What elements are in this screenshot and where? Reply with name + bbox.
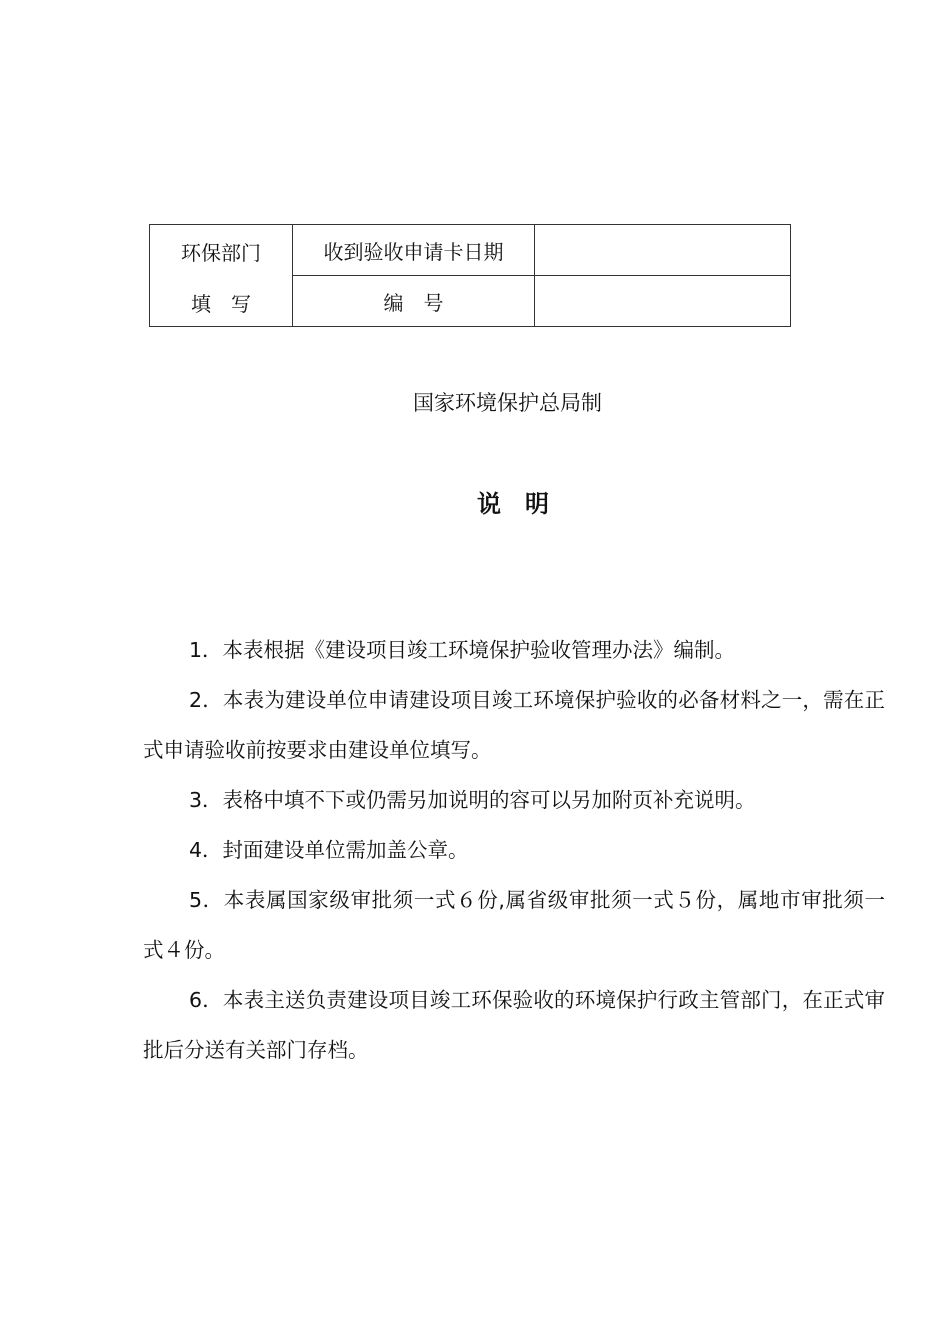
dept-fill-label-cell <box>150 225 293 327</box>
section-heading: 说 明 <box>477 490 549 518</box>
note-item: 3．表格中填不下或仍需另加说明的容可以另加附页补充说明。 <box>189 788 756 812</box>
notes-list <box>143 625 885 1075</box>
dept-label-line2: 填 写 <box>191 292 251 316</box>
receipt-date-label: 收到验收申请卡日期 <box>293 225 535 276</box>
dept-label-line1: 环保部门 <box>181 241 261 265</box>
issuer-line: 国家环境保护总局制 <box>413 391 602 415</box>
serial-number-value[interactable] <box>535 276 791 327</box>
note-item: 2．本表为建设单位申请建设项目竣工环境保护验收的必备材料之一，需在正式申请验收前按要求由建设单位填写。 <box>143 688 885 762</box>
note-item: 1．本表根据《建设项目竣工环境保护验收管理办法》编制。 <box>189 638 736 662</box>
receipt-date-value[interactable] <box>535 225 791 276</box>
serial-number-label: 编 号 <box>293 276 535 327</box>
note-item: 4．封面建设单位需加盖公章。 <box>189 838 469 862</box>
environmental-dept-form-table <box>149 224 791 327</box>
note-item: 6．本表主送负责建设项目竣工环保验收的环境保护行政主管部门，在正式审批后分送有关部门存档。 <box>143 988 885 1062</box>
note-item: 5．本表属国家级审批须一式６份,属省级审批须一式５份，属地市审批须一式４份。 <box>143 888 885 962</box>
